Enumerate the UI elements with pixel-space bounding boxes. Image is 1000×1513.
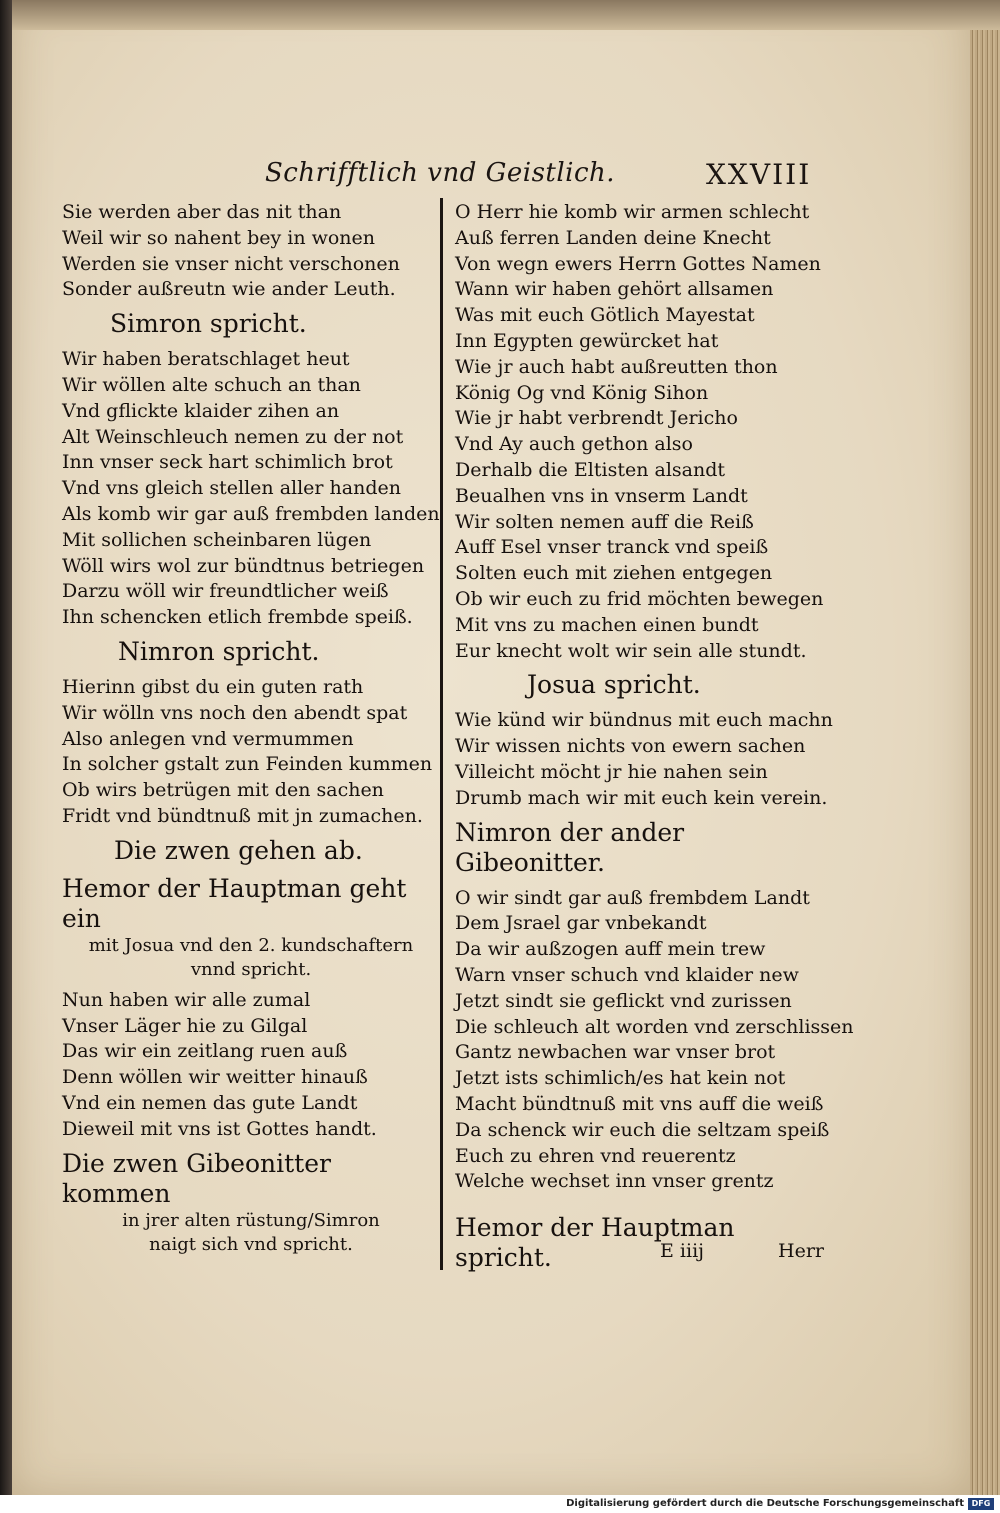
verse-line: Also anlegen vnd vermummen (62, 727, 354, 750)
verse-line: Da wir außzogen auff mein trew (455, 938, 766, 961)
verse-line: Wöll wirs wol zur bündtnus betriegen (62, 554, 425, 577)
page-footer-marks (660, 1240, 830, 1262)
stage-direction-exit: Die zwen gehen ab. (114, 835, 363, 865)
stage-direction-gibeonites-line3: naigt sich vnd spricht. (149, 1233, 353, 1255)
verse-line: Darzu wöll wir freundtlicher weiß (62, 580, 389, 603)
stage-direction-hemor-line3: vnnd spricht. (190, 958, 312, 980)
stage-direction-hemor: Hemor der Hauptman geht ein (62, 873, 407, 933)
verse-line: Sonder außreutn wie ander Leuth. (62, 278, 396, 301)
verse-line: Jetzt sindt sie geflickt vnd zurissen (455, 989, 792, 1012)
verse-line: Nun haben wir alle zumal (62, 988, 311, 1011)
right-column (455, 200, 854, 1281)
speaker-heading-nimron: Nimron spricht. (118, 636, 320, 666)
verse-line: Vnd vns gleich stellen aller handen (62, 477, 401, 500)
catchword: Herr (778, 1240, 824, 1262)
verse-line: Vnser Läger hie zu Gilgal (62, 1014, 308, 1037)
verse-line: Dieweil mit vns ist Gottes handt. (62, 1117, 377, 1140)
verse-line: Von wegn ewers Herrn Gottes Namen (455, 252, 821, 275)
verse-line: Wir wölln vns noch den abendt spat (62, 701, 408, 724)
verse-line: Hierinn gibst du ein guten rath (62, 675, 364, 698)
stage-direction-gibeonites-line2: in jrer alten rüstung/Simron (122, 1209, 380, 1231)
verse-line: Welche wechset inn vnser grentz (455, 1170, 774, 1193)
verse-line: Gantz newbachen war vnser brot (455, 1041, 776, 1064)
verse-line: Die schleuch alt worden vnd zerschlissen (455, 1015, 854, 1038)
speaker-heading-josua: Josua spricht. (527, 670, 701, 700)
verse-line: Vnd gflickte klaider zihen an (62, 399, 340, 422)
verse-line: Macht bündtnuß mit vns auff die weiß (455, 1092, 824, 1115)
verse-line: Drumb mach wir mit euch kein verein. (455, 786, 828, 809)
page-fore-edge (970, 30, 1000, 1495)
verse-line: Vnd ein nemen das gute Landt (62, 1091, 358, 1114)
verse-line: Warn vnser schuch vnd klaider new (455, 963, 799, 986)
verse-line: O Herr hie komb wir armen schlecht (455, 201, 810, 223)
verse-line: Jetzt ists schimlich/es hat kein not (455, 1067, 786, 1090)
verse-line: In solcher gstalt zun Feinden kummen (62, 753, 433, 776)
verse-line: Inn vnser seck hart schimlich brot (62, 451, 393, 474)
verse-line: Denn wöllen wir weitter hinauß (62, 1066, 368, 1089)
speaker-heading-nimron-2: Nimron der ander Gibeonitter. (455, 817, 685, 877)
verse-line: Inn Egypten gewürcket hat (455, 329, 719, 352)
verse-line: Auff Esel vnser tranck vnd speiß (455, 536, 769, 559)
page-top-edge (12, 0, 1000, 30)
verse-line: Da schenck wir euch die seltzam speiß (455, 1118, 830, 1141)
folio-number: XXVIII (706, 158, 812, 191)
verse-line: Wir haben beratschlaget heut (62, 348, 350, 371)
verse-line: Auß ferren Landen deine Knecht (455, 226, 771, 249)
signature-mark: E iiij (660, 1240, 705, 1262)
verse-line: O wir sindt gar auß frembdem Landt (455, 886, 810, 909)
verse-line: Villeicht möcht jr hie nahen sein (455, 760, 768, 783)
verse-line: Alt Weinschleuch nemen zu der not (62, 425, 404, 448)
verse-line: Ob wirs betrügen mit den sachen (62, 779, 384, 802)
verse-line: Ob wir euch zu frid möchten bewegen (455, 587, 824, 610)
verse-line: Derhalb die Eltisten alsandt (455, 458, 726, 481)
running-title: Schrifftlich vnd Geistlich. (265, 158, 616, 188)
verse-line: Wir wissen nichts von ewern sachen (455, 735, 806, 758)
verse-line: Werden sie vnser nicht verschonen (62, 252, 400, 275)
stage-direction-hemor-line2: mit Josua vnd den 2. kundschaftern (88, 934, 414, 956)
verse-line: Solten euch mit ziehen entgegen (455, 562, 773, 585)
funding-credit: Digitalisierung gefördert durch die Deutsche Forschungsgemeinschaft (566, 1498, 964, 1509)
verse-line: Eur knecht wolt wir sein alle stundt. (455, 639, 807, 662)
verse-line: Wie jr auch habt außreutten thon (455, 355, 778, 378)
speaker-heading-simron: Simron spricht. (110, 309, 307, 339)
verse-line: Dem Jsrael gar vnbekandt (455, 912, 707, 935)
verse-line: Weil wir so nahent bey in wonen (62, 226, 376, 249)
binding-edge (0, 0, 12, 1495)
column-divider (440, 198, 443, 1270)
verse-line: Vnd Ay auch gethon also (455, 433, 693, 456)
verse-line: Was mit euch Götlich Mayestat (455, 304, 755, 327)
verse-line: Wir wöllen alte schuch an than (62, 373, 361, 396)
verse-line: Als komb wir gar auß frembden landen (62, 502, 440, 525)
stage-direction-gibeonites: Die zwen Gibeonitter kommen (62, 1148, 331, 1208)
left-column (62, 200, 440, 1257)
verse-line: Wir solten nemen auff die Reiß (455, 510, 754, 533)
verse-line: König Og vnd König Sihon (455, 381, 709, 404)
verse-line: Wann wir haben gehört allsamen (455, 278, 774, 301)
verse-line: Ihn schencken etlich frembde speiß. (62, 606, 413, 629)
verse-line: Mit vns zu machen einen bundt (455, 613, 759, 636)
digitization-footer (0, 1495, 1000, 1513)
dfg-logo: DFG (968, 1498, 994, 1510)
verse-line: Mit sollichen scheinbaren lügen (62, 528, 372, 551)
speaker-heading-hemor: Hemor der Hauptman spricht. (455, 1213, 735, 1273)
verse-line: Das wir ein zeitlang ruen auß (62, 1040, 348, 1063)
verse-line: Wie jr habt verbrendt Jericho (455, 407, 738, 430)
verse-line: Fridt vnd bündtnuß mit jn zumachen. (62, 804, 423, 827)
verse-line: Beualhen vns in vnserm Landt (455, 484, 748, 507)
verse-line: Sie werden aber das nit than (62, 201, 342, 223)
verse-line: Wie künd wir bündnus mit euch machn (455, 709, 833, 732)
verse-line: Euch zu ehren vnd reuerentz (455, 1144, 736, 1167)
